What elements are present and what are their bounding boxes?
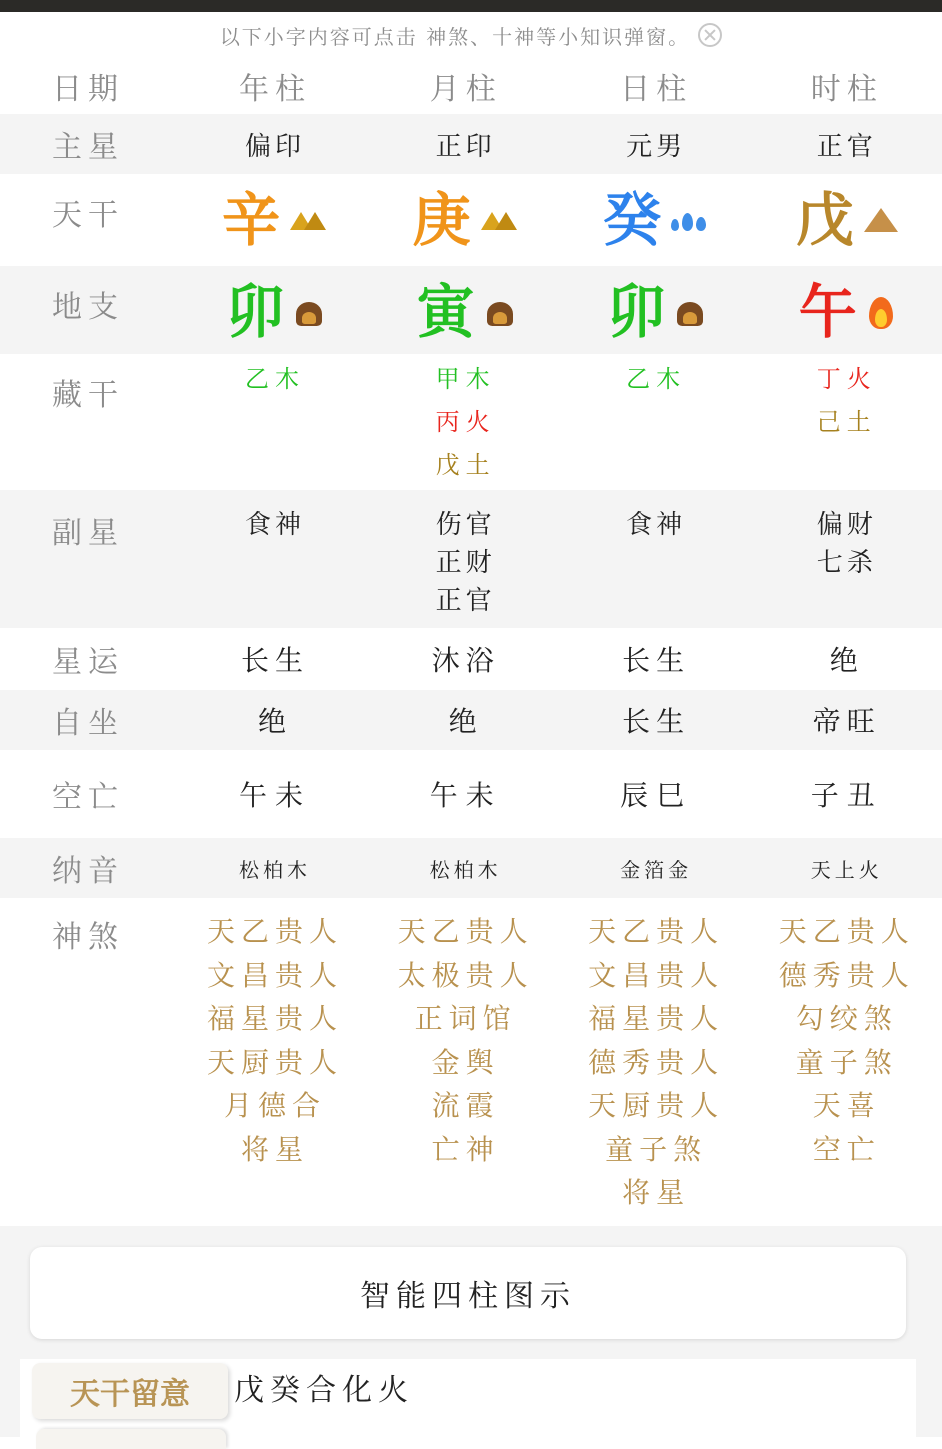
tip-text: 以下小字内容可点击 神煞、十神等小知识弹窗。 bbox=[219, 24, 691, 49]
shensha-row bbox=[0, 898, 942, 1226]
shensha-item[interactable]: 正词馆 bbox=[414, 1002, 517, 1035]
hidden-stem[interactable]: 甲木 bbox=[435, 365, 496, 393]
sub-star[interactable]: 七杀 bbox=[816, 548, 877, 578]
notes-card bbox=[20, 1359, 916, 1437]
top-bar bbox=[0, 0, 942, 12]
row-label: 星运 bbox=[52, 645, 124, 680]
main-star-cell[interactable]: 元男 bbox=[626, 131, 687, 162]
header-row bbox=[0, 58, 942, 114]
shensha-item[interactable]: 天喜 bbox=[812, 1089, 881, 1122]
shensha-item[interactable]: 天厨贵人 bbox=[588, 1089, 725, 1122]
stem-note-tag[interactable]: 天干留意 bbox=[32, 1363, 228, 1419]
fire-icon bbox=[867, 295, 895, 329]
shensha-item[interactable]: 天乙贵人 bbox=[778, 915, 915, 948]
shensha-item[interactable]: 福星贵人 bbox=[588, 1002, 725, 1035]
main-star-cell[interactable]: 正官 bbox=[816, 131, 877, 162]
sub-star[interactable]: 正官 bbox=[435, 586, 496, 616]
row-label: 日期 bbox=[52, 72, 124, 107]
self-seat-cell[interactable]: 绝 bbox=[258, 705, 293, 738]
branch-cell-day[interactable] bbox=[561, 266, 752, 344]
shensha-month bbox=[370, 898, 561, 1171]
next-note-text-cut bbox=[234, 1429, 774, 1437]
shensha-item[interactable]: 福星贵人 bbox=[207, 1002, 344, 1035]
star-fortune-cell[interactable]: 长生 bbox=[241, 644, 310, 677]
row-label: 纳音 bbox=[52, 854, 124, 889]
shensha-item[interactable]: 德秀贵人 bbox=[778, 958, 915, 992]
sub-star-day bbox=[561, 490, 752, 544]
metal-icon bbox=[290, 210, 328, 230]
shensha-item[interactable]: 空亡 bbox=[812, 1132, 881, 1166]
shensha-item[interactable]: 天乙贵人 bbox=[207, 915, 344, 948]
branch-char: 卯 bbox=[607, 278, 666, 346]
tip-banner bbox=[0, 12, 942, 58]
row-label: 自坐 bbox=[52, 706, 124, 741]
row-label: 地支 bbox=[52, 290, 124, 325]
self-seat-cell[interactable]: 帝旺 bbox=[812, 705, 881, 738]
row-label: 藏干 bbox=[52, 378, 124, 413]
main-star-cell[interactable]: 正印 bbox=[435, 131, 496, 162]
nayin-cell[interactable]: 天上火 bbox=[810, 857, 883, 882]
hidden-stem[interactable]: 乙木 bbox=[626, 365, 687, 393]
sub-star[interactable]: 食神 bbox=[626, 510, 687, 540]
hidden-stems-day bbox=[561, 354, 752, 401]
shensha-item[interactable]: 童子煞 bbox=[795, 1045, 898, 1079]
void-cell[interactable]: 辰巳 bbox=[620, 779, 693, 812]
bazi-table bbox=[0, 58, 942, 1226]
self-seat-cell[interactable]: 绝 bbox=[448, 705, 483, 738]
smart-diagram-button[interactable] bbox=[30, 1247, 906, 1339]
shensha-hour bbox=[751, 898, 942, 1171]
col-year: 年柱 bbox=[239, 72, 311, 107]
branch-char: 午 bbox=[798, 278, 857, 346]
void-row bbox=[0, 750, 942, 838]
self-seat-row bbox=[0, 690, 942, 750]
shensha-day bbox=[561, 898, 752, 1215]
earth-icon bbox=[864, 208, 898, 232]
stem-cell-day[interactable] bbox=[561, 174, 752, 252]
nayin-cell[interactable]: 金箔金 bbox=[620, 857, 693, 882]
branch-char: 卯 bbox=[226, 278, 285, 346]
nayin-row bbox=[0, 838, 942, 898]
sub-star-hour bbox=[751, 490, 942, 582]
shensha-item[interactable]: 太极贵人 bbox=[397, 958, 534, 992]
hidden-stems-row bbox=[0, 354, 942, 490]
col-day: 日柱 bbox=[620, 72, 693, 107]
sub-star[interactable]: 伤官 bbox=[435, 510, 496, 540]
row-label: 副星 bbox=[52, 516, 124, 551]
hidden-stem[interactable]: 己土 bbox=[816, 408, 877, 436]
stem-cell-hour[interactable] bbox=[751, 174, 942, 252]
hidden-stem[interactable]: 乙木 bbox=[245, 365, 305, 393]
hidden-stems-month bbox=[370, 354, 561, 487]
sub-star-month bbox=[370, 490, 561, 620]
branch-cell-hour[interactable] bbox=[751, 266, 942, 344]
shensha-item[interactable]: 文昌贵人 bbox=[588, 958, 725, 992]
hidden-stems-hour bbox=[751, 354, 942, 444]
shensha-item[interactable]: 天乙贵人 bbox=[588, 915, 725, 948]
heavenly-stem-row bbox=[0, 174, 942, 266]
shensha-item[interactable]: 流霞 bbox=[431, 1089, 500, 1122]
wood-icon bbox=[294, 298, 324, 326]
next-note-tag[interactable] bbox=[36, 1429, 226, 1449]
sub-star-row bbox=[0, 490, 942, 628]
stem-char: 癸 bbox=[603, 186, 662, 254]
stem-char: 戊 bbox=[795, 186, 854, 254]
wood-icon bbox=[675, 298, 705, 326]
self-seat-cell[interactable]: 长生 bbox=[622, 705, 691, 738]
row-label: 空亡 bbox=[52, 780, 124, 815]
shensha-item[interactable]: 将星 bbox=[241, 1132, 310, 1166]
nayin-cell[interactable]: 松柏木 bbox=[239, 857, 311, 882]
void-cell[interactable]: 午未 bbox=[429, 779, 502, 812]
sub-star[interactable]: 食神 bbox=[245, 510, 306, 540]
hidden-stem[interactable]: 丁火 bbox=[816, 365, 877, 393]
shensha-item[interactable]: 天厨贵人 bbox=[207, 1045, 344, 1079]
col-hour: 时柱 bbox=[810, 72, 883, 107]
stem-cell-year[interactable] bbox=[180, 174, 371, 252]
stem-char: 辛 bbox=[222, 186, 281, 254]
shensha-item[interactable]: 金舆 bbox=[431, 1045, 500, 1079]
shensha-item[interactable]: 童子煞 bbox=[605, 1132, 708, 1166]
hidden-stems-year bbox=[180, 354, 371, 401]
col-month: 月柱 bbox=[429, 72, 502, 107]
void-cell[interactable]: 子丑 bbox=[810, 779, 883, 812]
shensha-item[interactable]: 亡神 bbox=[431, 1132, 500, 1166]
star-fortune-row bbox=[0, 628, 942, 690]
shensha-item[interactable]: 天乙贵人 bbox=[397, 915, 534, 948]
branch-char: 寅 bbox=[416, 278, 475, 346]
shensha-year bbox=[180, 898, 371, 1171]
smart-diagram-label: 智能四柱图示 bbox=[360, 1279, 576, 1314]
void-cell[interactable]: 午未 bbox=[239, 779, 312, 812]
water-icon bbox=[671, 209, 709, 231]
shensha-item[interactable]: 将星 bbox=[622, 1176, 691, 1209]
wood-icon bbox=[485, 298, 515, 326]
stem-char: 庚 bbox=[412, 186, 471, 254]
hidden-stem[interactable]: 戊土 bbox=[435, 451, 496, 479]
star-fortune-cell[interactable]: 绝 bbox=[829, 644, 864, 677]
close-icon[interactable] bbox=[698, 23, 722, 47]
main-star-cell[interactable]: 偏印 bbox=[245, 131, 306, 162]
branch-cell-year[interactable] bbox=[180, 266, 371, 344]
row-label: 天干 bbox=[52, 198, 124, 233]
row-label: 主星 bbox=[52, 130, 124, 165]
shensha-item[interactable]: 德秀贵人 bbox=[588, 1045, 725, 1079]
shensha-item[interactable]: 文昌贵人 bbox=[207, 958, 344, 992]
shensha-item[interactable]: 勾绞煞 bbox=[795, 1002, 898, 1035]
row-label: 神煞 bbox=[52, 920, 124, 955]
earthly-branch-row bbox=[0, 266, 942, 354]
sub-star-year bbox=[180, 490, 371, 544]
shensha-item[interactable]: 月德合 bbox=[224, 1089, 327, 1122]
sub-star[interactable]: 偏财 bbox=[816, 510, 877, 540]
hidden-stem[interactable]: 丙火 bbox=[435, 408, 496, 436]
metal-icon bbox=[481, 210, 519, 230]
star-fortune-cell[interactable]: 长生 bbox=[622, 644, 691, 677]
main-star-row bbox=[0, 114, 942, 174]
stem-cell-month[interactable] bbox=[370, 174, 561, 252]
sub-star[interactable]: 正财 bbox=[435, 548, 496, 578]
nayin-cell[interactable]: 松柏木 bbox=[429, 857, 502, 882]
branch-cell-month[interactable] bbox=[370, 266, 561, 344]
stem-note-text: 戊癸合化火 bbox=[234, 1373, 414, 1408]
star-fortune-cell[interactable]: 沐浴 bbox=[431, 644, 500, 677]
